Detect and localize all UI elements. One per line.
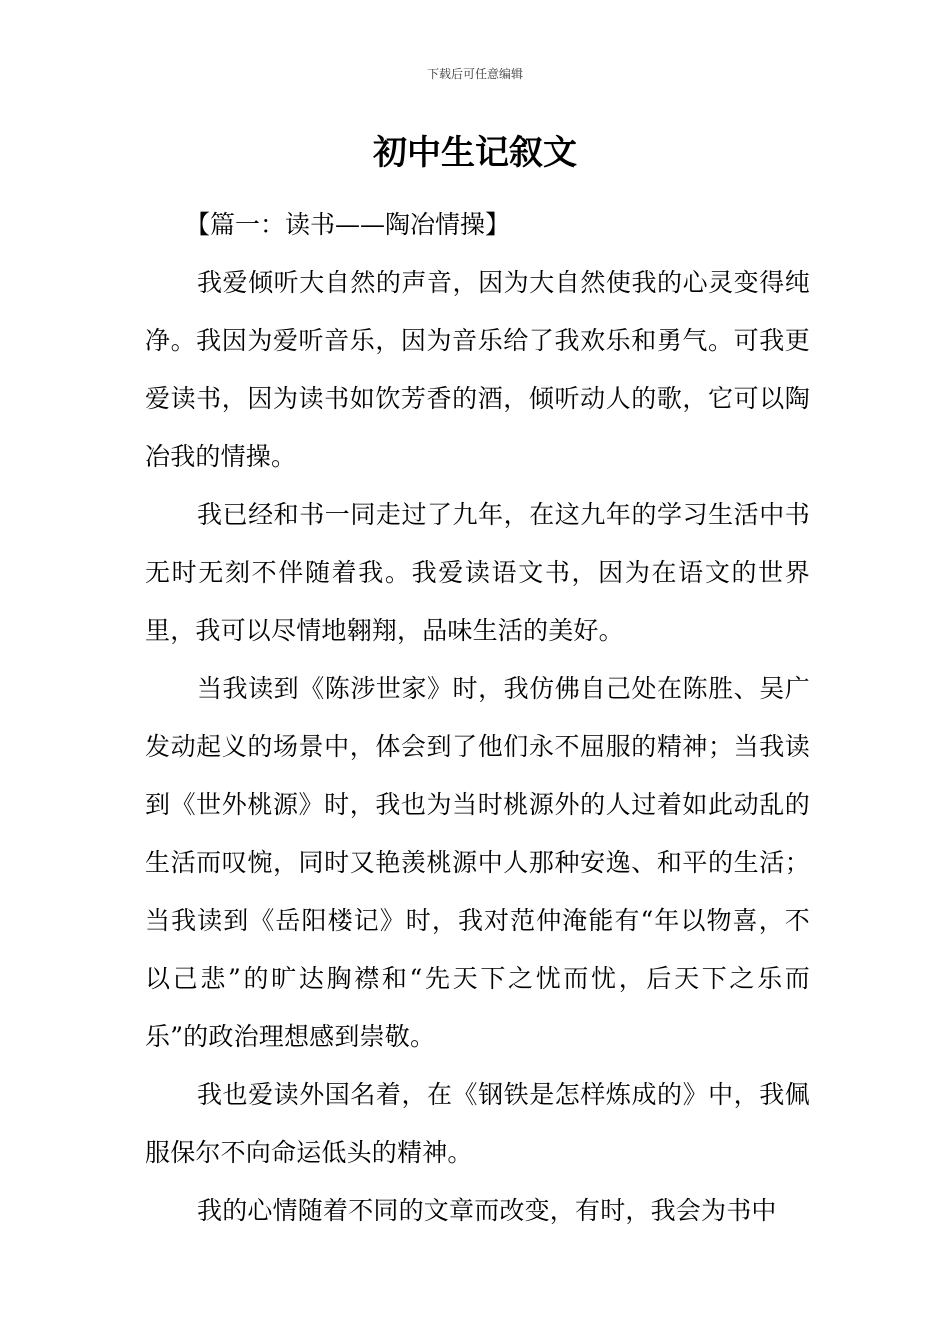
section-heading: 【篇一：读书——陶冶情操】	[185, 210, 511, 239]
header-note: 下载后可任意编辑	[426, 67, 523, 81]
paragraph-5: 我的心情随着不同的文章而改变，有时，我会为书中	[197, 1196, 777, 1225]
paragraph-3: 当我读到《陈涉世家》时，我仿佛自己处在陈胜、吴广发动起义的场景中，体会到了他们永不屈服的精神；当我读到《世外桃源》时，我也为当时桃源外的人过着如此动乱的生活而叹惋，同时又艳羡桃源中人那种安逸、和平的生活；当我读到《岳阳楼记》时，我对范仲淹能有“年以物喜，不以己悲”的旷达胸襟和“先天下之忧而忧，后天下之乐而乐”的政治理想感到崇敬。	[145, 674, 810, 1051]
paragraph-1: 我爱倾听大自然的声音，因为大自然使我的心灵变得纯净。我因为爱听音乐，因为音乐给了我欢乐和勇气。可我更爱读书，因为读书如饮芳香的酒，倾听动人的歌，它可以陶冶我的情操。	[145, 268, 810, 471]
document-title: 初中生记叙文	[373, 133, 577, 173]
paragraph-4: 我也爱读外国名着，在《钢铁是怎样炼成的》中，我佩服保尔不向命运低头的精神。	[145, 1080, 810, 1167]
paragraph-2: 我已经和书一同走过了九年，在这九年的学习生活中书无时无刻不伴随着我。我爱读语文书，因为在语文的世界里，我可以尽情地翱翔，品味生活的美好。	[145, 500, 810, 645]
document-body	[145, 196, 810, 1240]
